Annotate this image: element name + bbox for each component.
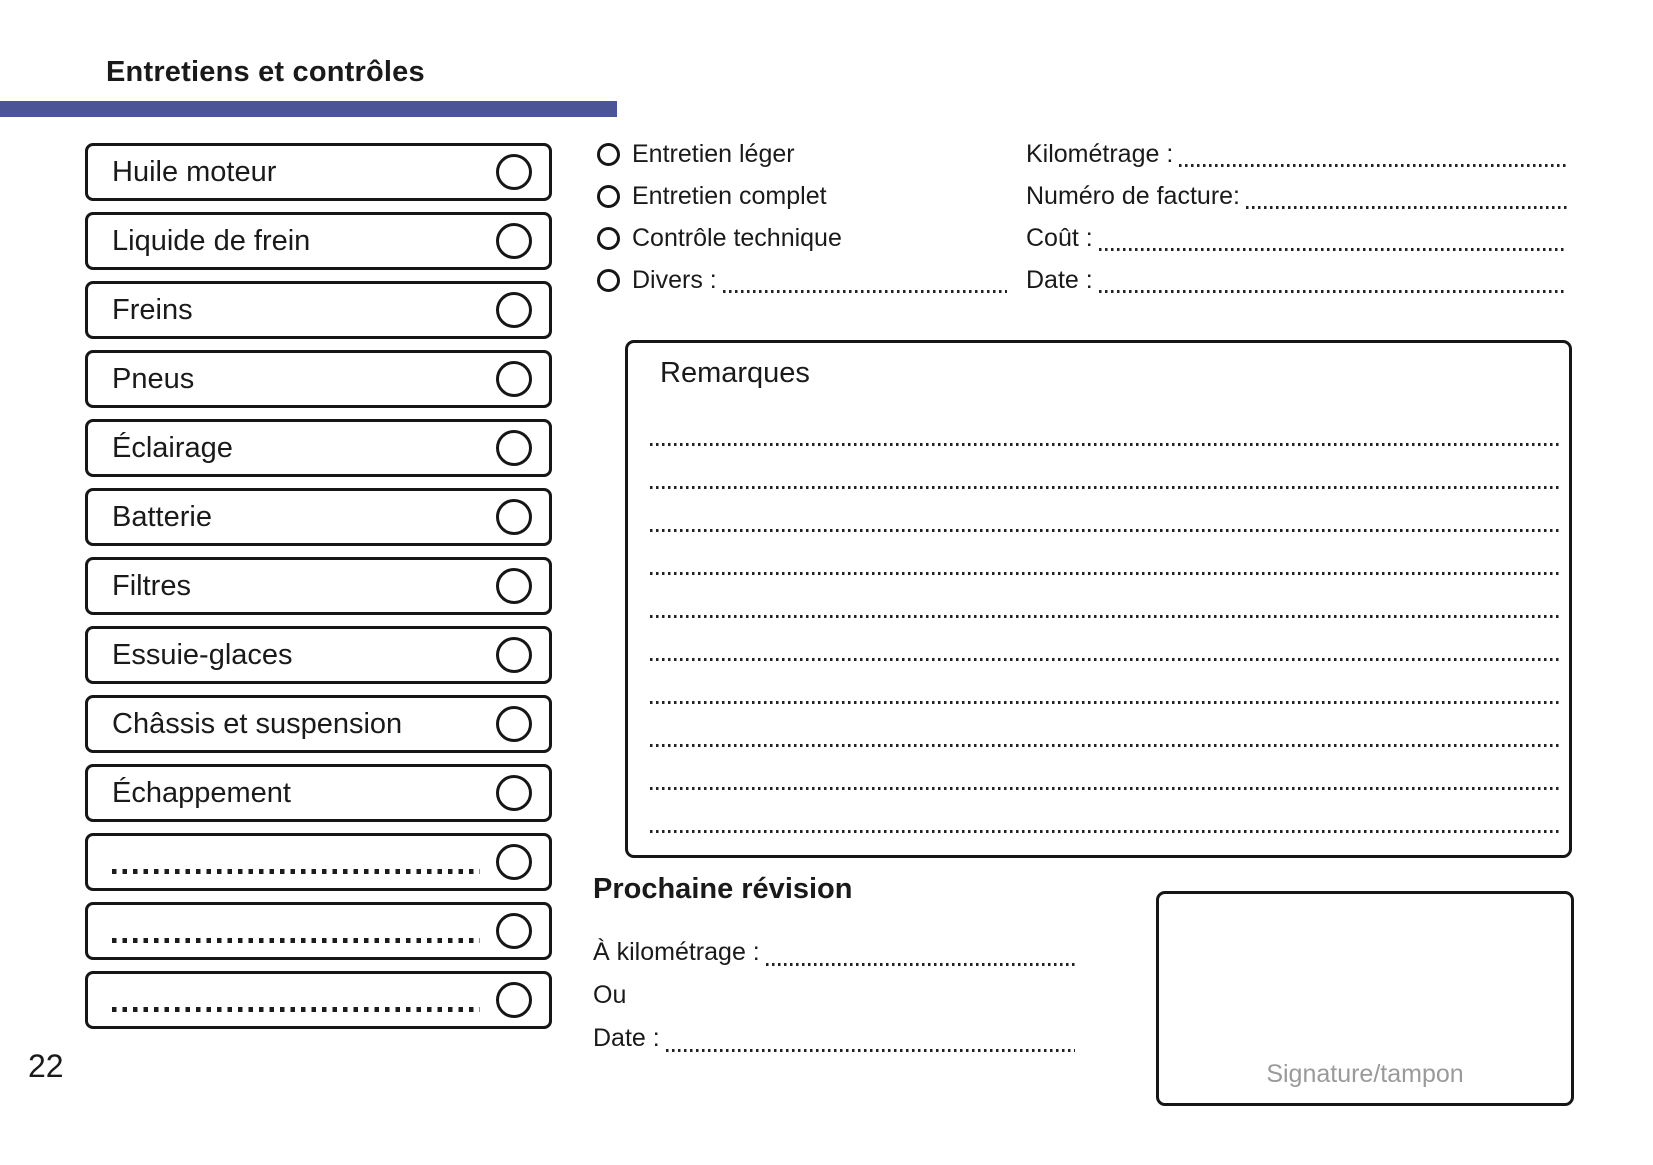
remarks-box [625, 340, 1572, 858]
checklist-item-label: Essuie-glaces [112, 638, 293, 671]
checklist-item [85, 764, 552, 822]
checklist-item [85, 695, 552, 753]
dotted-writein-line[interactable] [650, 572, 1560, 575]
checklist-item [85, 143, 552, 201]
radio-circle[interactable] [597, 143, 620, 166]
check-circle[interactable] [496, 775, 532, 811]
dotted-writein-line[interactable] [650, 658, 1560, 661]
invoice-field-label: Numéro de facture: [1026, 181, 1240, 210]
next-service-row [593, 974, 1075, 1017]
radio-circle[interactable] [597, 185, 620, 208]
page-title: Entretiens et contrôles [106, 56, 425, 88]
checklist-item-label: Filtres [112, 569, 191, 602]
check-circle[interactable] [496, 706, 532, 742]
accent-bar [0, 101, 617, 117]
check-circle[interactable] [496, 223, 532, 259]
next-service-label: Date : [593, 1024, 660, 1052]
invoice-field [1026, 217, 1567, 259]
service-option-label: Divers : [632, 265, 717, 294]
dotted-writein-line[interactable] [650, 744, 1560, 747]
checklist-item-label: Échappement [112, 776, 291, 809]
next-service-label: Ou [593, 981, 627, 1009]
invoice-field-label: Kilométrage : [1026, 139, 1174, 168]
dotted-writein-line[interactable] [650, 701, 1560, 704]
checklist-item-label: Huile moteur [112, 155, 277, 188]
dotted-writein-line[interactable] [650, 787, 1560, 790]
checklist-item [85, 971, 552, 1029]
check-circle[interactable] [496, 637, 532, 673]
checklist-item [85, 350, 552, 408]
service-option-label: Entretien complet [632, 181, 827, 210]
checklist-item [85, 281, 552, 339]
dotted-writein-line[interactable] [650, 615, 1560, 618]
check-circle[interactable] [496, 913, 532, 949]
service-type-group [597, 133, 1007, 301]
signature-label: Signature/tampon [1266, 1060, 1464, 1088]
invoice-field-label: Coût : [1026, 223, 1093, 252]
checklist-item [85, 419, 552, 477]
service-option-label: Contrôle technique [632, 223, 842, 252]
next-service-title: Prochaine révision [593, 873, 853, 905]
checklist-item-label: Éclairage [112, 431, 233, 464]
service-type-option [597, 259, 1007, 301]
check-circle[interactable] [496, 154, 532, 190]
dotted-writein-line[interactable] [650, 830, 1560, 833]
radio-circle[interactable] [597, 227, 620, 250]
dotted-writein-line[interactable] [1179, 164, 1567, 167]
checklist-item [85, 212, 552, 270]
remarks-title: Remarques [660, 357, 810, 389]
checklist [85, 143, 552, 1040]
dotted-writein-line[interactable] [1099, 248, 1567, 251]
page-number: 22 [28, 1048, 64, 1084]
service-type-option [597, 175, 1007, 217]
checklist-item [85, 902, 552, 960]
remarks-lines [660, 443, 1569, 833]
dotted-writein-line[interactable] [650, 486, 1560, 489]
dotted-writein-line[interactable] [766, 963, 1075, 966]
check-circle[interactable] [496, 499, 532, 535]
dotted-writein-line[interactable] [112, 869, 480, 874]
checklist-item [85, 557, 552, 615]
checklist-item [85, 626, 552, 684]
next-service-row [593, 1017, 1075, 1060]
checklist-item-label: Pneus [112, 362, 195, 395]
check-circle[interactable] [496, 361, 532, 397]
service-option-label: Entretien léger [632, 139, 795, 168]
checklist-item [85, 488, 552, 546]
service-type-option [597, 133, 1007, 175]
check-circle[interactable] [496, 568, 532, 604]
invoice-fields [1026, 133, 1567, 301]
signature-box[interactable] [1156, 891, 1574, 1106]
next-service-row [593, 931, 1075, 974]
invoice-field [1026, 259, 1567, 301]
dotted-writein-line[interactable] [1246, 206, 1567, 209]
next-service-label: À kilométrage : [593, 938, 760, 966]
check-circle[interactable] [496, 844, 532, 880]
dotted-writein-line[interactable] [112, 1007, 480, 1012]
next-service-rows [593, 931, 1075, 1060]
checklist-item-label: Freins [112, 293, 193, 326]
dotted-writein-line[interactable] [650, 443, 1560, 446]
radio-circle[interactable] [597, 269, 620, 292]
service-type-option [597, 217, 1007, 259]
checklist-item [85, 833, 552, 891]
checklist-item-label: Châssis et suspension [112, 707, 403, 740]
invoice-field [1026, 175, 1567, 217]
dotted-writein-line[interactable] [112, 938, 480, 943]
dotted-writein-line[interactable] [723, 290, 1007, 293]
checklist-item-label: Batterie [112, 500, 212, 533]
dotted-writein-line[interactable] [666, 1049, 1075, 1052]
invoice-field [1026, 133, 1567, 175]
check-circle[interactable] [496, 292, 532, 328]
dotted-writein-line[interactable] [650, 529, 1560, 532]
dotted-writein-line[interactable] [1099, 290, 1567, 293]
check-circle[interactable] [496, 430, 532, 466]
check-circle[interactable] [496, 982, 532, 1018]
invoice-field-label: Date : [1026, 265, 1093, 294]
checklist-item-label: Liquide de frein [112, 224, 311, 257]
